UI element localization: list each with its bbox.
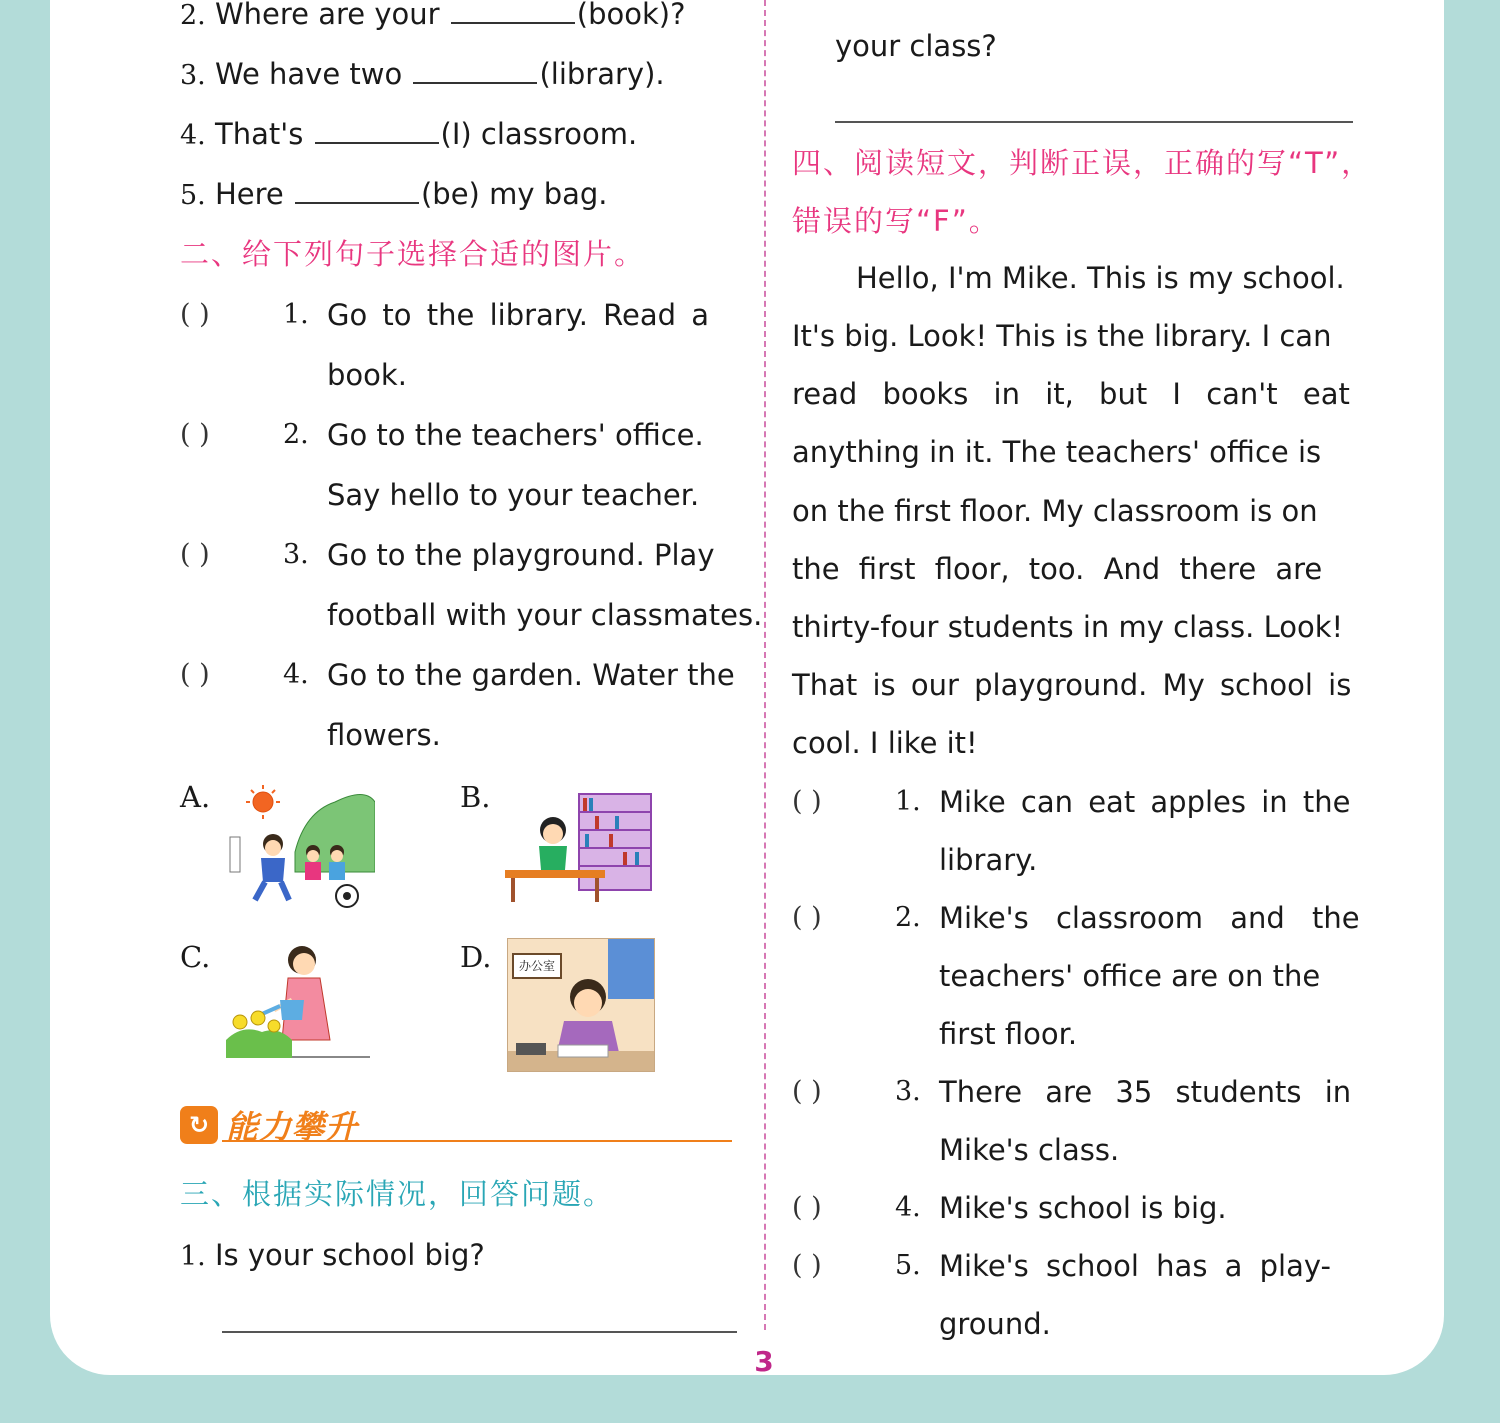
judge-4-line1: Mike's school is big. xyxy=(939,1191,1227,1225)
answer-paren[interactable]: ( ) xyxy=(792,902,822,933)
fill-item-3: 3. We have two (library). xyxy=(180,57,665,91)
garden-watering-picture xyxy=(222,940,372,1062)
picture-letter-a: A. xyxy=(180,780,211,814)
fill-item-4: 4. That's (I) classroom. xyxy=(180,117,638,151)
judge-3-line1: There are 35 students in xyxy=(939,1075,1352,1109)
judge-2-line2: teachers' office are on the xyxy=(939,959,1321,993)
answer-paren[interactable]: ( ) xyxy=(792,1192,822,1223)
picture-letter-c: C. xyxy=(180,940,211,974)
question-1: 1. Is your school big? xyxy=(180,1238,485,1272)
item-number: 1. xyxy=(895,786,921,817)
item-number: 2. xyxy=(895,902,921,933)
item-number: 1. xyxy=(283,299,309,330)
match-item-1-line1: Go to the library. Read a xyxy=(327,298,710,332)
fill-item-2: 2. Where are your (book)? xyxy=(180,0,686,34)
item-number: 3. xyxy=(283,539,309,570)
match-item-4-line2: flowers. xyxy=(327,718,441,752)
answer-blank[interactable] xyxy=(451,0,575,24)
match-item-2-line1: Go to the teachers' office. xyxy=(327,418,704,452)
section-4-title-line2: 错误的写“F”。 xyxy=(792,204,1000,238)
answer-paren[interactable]: ( ) xyxy=(792,1076,822,1107)
picture-letter-b: B. xyxy=(460,780,491,814)
judge-5-line2: ground. xyxy=(939,1307,1051,1341)
section-2-title: 二、给下列句子选择合适的图片。 xyxy=(180,237,646,271)
answer-paren[interactable]: ( ) xyxy=(792,1250,822,1281)
item-number: 4. xyxy=(283,659,309,690)
passage-line-1: Hello, I'm Mike. This is my school. xyxy=(856,261,1345,295)
answer-paren[interactable]: ( ) xyxy=(180,299,210,330)
item-number: 2. xyxy=(283,419,309,450)
column-divider xyxy=(764,0,766,1330)
section-banner-title: 能力攀升 xyxy=(226,1108,359,1146)
section-4-title-line1: 四、阅读短文，判断正误，正确的写“T”， xyxy=(792,146,1373,180)
match-item-3-line1: Go to the playground. Play xyxy=(327,538,715,572)
playground-football-picture xyxy=(225,782,375,912)
answer-paren[interactable]: ( ) xyxy=(792,786,822,817)
ability-up-icon: ↻ xyxy=(180,1106,218,1144)
passage-line-3: read books in it, but I can't eat xyxy=(792,377,1350,411)
answer-blank[interactable] xyxy=(413,56,537,84)
passage-line-2: It's big. Look! This is the library. I can xyxy=(792,319,1332,353)
library-reading-picture xyxy=(505,790,655,908)
section-3-title: 三、根据实际情况，回答问题。 xyxy=(180,1177,615,1211)
office-sign: 办公室 xyxy=(512,953,562,979)
match-item-3-line2: football with your classmates. xyxy=(327,598,763,632)
question-2-continuation: your class? xyxy=(835,29,997,63)
passage-line-7: thirty-four students in my class. Look! xyxy=(792,610,1344,644)
judge-5-line1: Mike's school has a play- xyxy=(939,1249,1331,1283)
fill-item-5: 5. Here (be) my bag. xyxy=(180,177,608,211)
judge-2-line1: Mike's classroom and the xyxy=(939,901,1360,935)
judge-1-line1: Mike can eat apples in the xyxy=(939,785,1351,819)
banner-underline xyxy=(222,1140,732,1142)
judge-2-line3: first floor. xyxy=(939,1017,1078,1051)
answer-paren[interactable]: ( ) xyxy=(180,419,210,450)
answer-blank[interactable] xyxy=(295,176,419,204)
match-item-4-line1: Go to the garden. Water the xyxy=(327,658,735,692)
item-number: 5. xyxy=(895,1250,921,1281)
page-number: 3 xyxy=(754,1345,774,1378)
match-item-1-line2: book. xyxy=(327,358,407,392)
teacher-figure xyxy=(508,939,654,1071)
judge-3-line2: Mike's class. xyxy=(939,1133,1120,1167)
passage-line-6: the first floor, too. And there are xyxy=(792,552,1323,586)
match-item-2-line2: Say hello to your teacher. xyxy=(327,478,700,512)
item-number: 3. xyxy=(895,1076,921,1107)
passage-line-4: anything in it. The teachers' office is xyxy=(792,435,1322,469)
answer-paren[interactable]: ( ) xyxy=(180,659,210,690)
passage-line-9: cool. I like it! xyxy=(792,726,978,760)
answer-line[interactable] xyxy=(222,1331,737,1333)
teachers-office-picture xyxy=(507,938,655,1072)
picture-letter-d: D. xyxy=(460,940,492,974)
judge-1-line2: library. xyxy=(939,843,1038,877)
item-number: 4. xyxy=(895,1192,921,1223)
passage-line-8: That is our playground. My school is xyxy=(792,668,1352,702)
answer-line[interactable] xyxy=(835,121,1353,123)
answer-paren[interactable]: ( ) xyxy=(180,539,210,570)
answer-blank[interactable] xyxy=(315,116,439,144)
passage-line-5: on the first floor. My classroom is on xyxy=(792,494,1318,528)
